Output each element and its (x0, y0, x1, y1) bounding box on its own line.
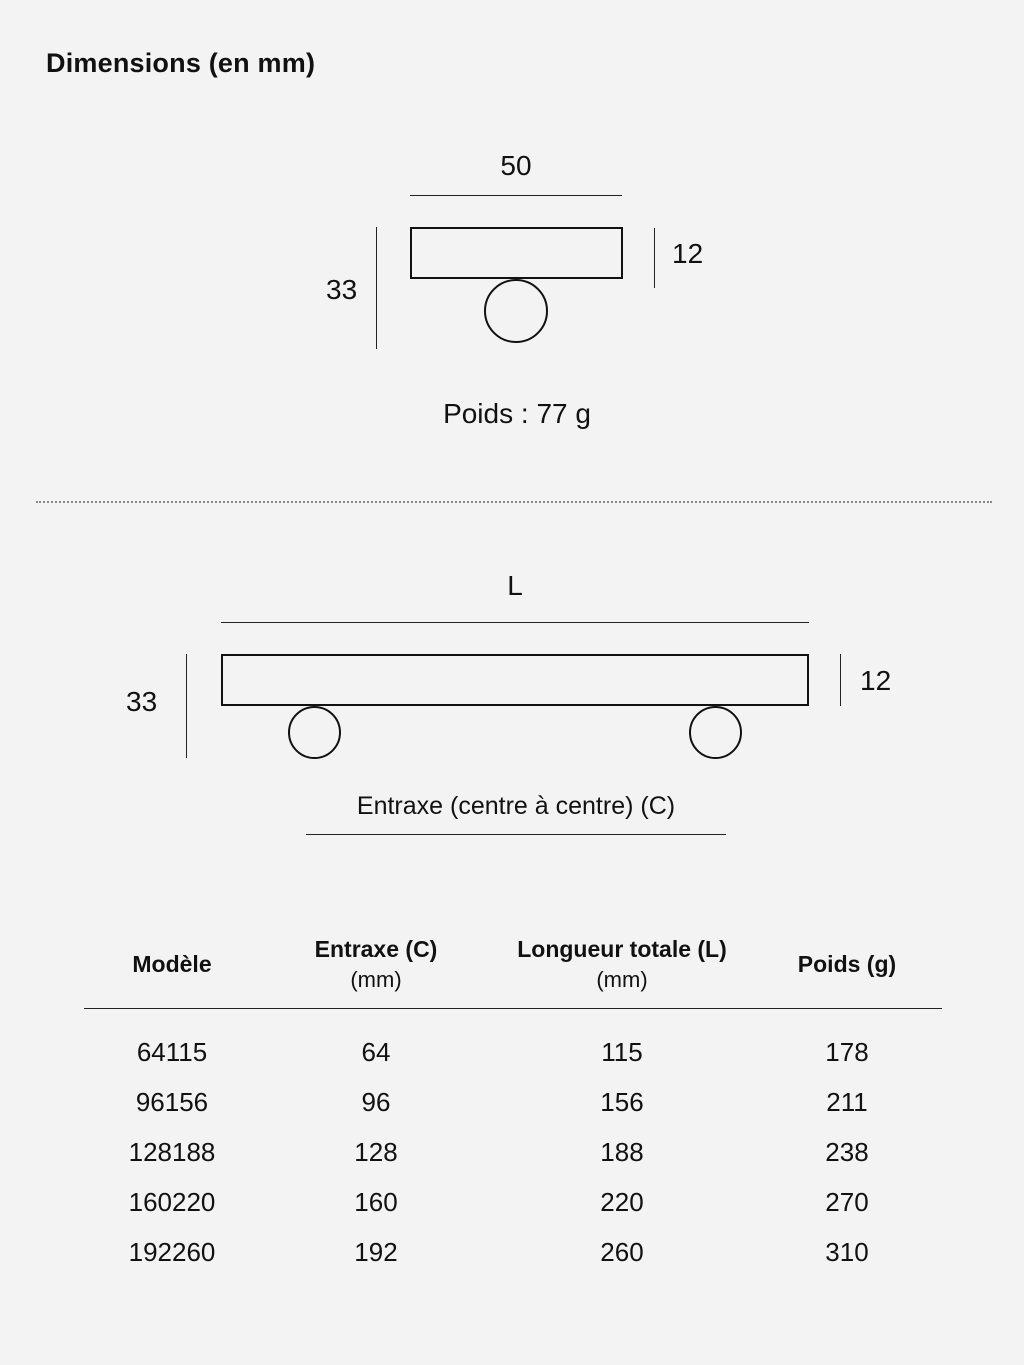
table-row (84, 1077, 942, 1127)
cell-model: 64115 (136, 1036, 208, 1067)
page-title: Dimensions (en mm) (46, 48, 316, 78)
bottom-height-dimension-line (840, 654, 841, 706)
top-width-label: 50 (500, 150, 532, 181)
cell-spacing: 192 (354, 1236, 398, 1267)
bottom-bar-shape (221, 654, 809, 706)
column-header-title: Longueur totale (L) (517, 935, 727, 962)
models-table (84, 920, 942, 1277)
bottom-total-height-dimension-line (186, 654, 187, 758)
table-header-row (84, 920, 942, 1009)
cell-total-length: 260 (600, 1236, 644, 1267)
column-header-unit: (mm) (596, 966, 648, 992)
column-header-title: Modèle (132, 950, 212, 977)
column-header-model (84, 920, 260, 1009)
top-weight-label: Poids : 77 g (443, 398, 591, 429)
cell-weight: 238 (825, 1136, 869, 1167)
top-bar-shape (410, 227, 623, 279)
bottom-left-post-shape (288, 706, 341, 759)
cell-model: 160220 (128, 1186, 216, 1217)
cell-model: 192260 (128, 1236, 216, 1267)
cell-spacing: 64 (361, 1036, 391, 1067)
bottom-height-label: 12 (860, 665, 892, 696)
table-row (84, 1227, 942, 1277)
bottom-spacing-dimension-line (306, 834, 726, 835)
cell-weight: 178 (825, 1036, 869, 1067)
top-total-height-dimension-line (376, 227, 377, 349)
bottom-spacing-label: Entraxe (centre à centre) (C) (356, 792, 676, 820)
cell-weight: 310 (825, 1236, 869, 1267)
column-header-unit: (mm) (350, 966, 402, 992)
bottom-right-post-shape (689, 706, 742, 759)
top-post-shape (484, 279, 548, 343)
top-total-height-label: 33 (326, 274, 358, 305)
table-row (84, 1127, 942, 1177)
cell-model: 96156 (135, 1086, 209, 1117)
cell-spacing: 128 (354, 1136, 398, 1167)
top-height-dimension-line (654, 228, 655, 288)
column-header-total-length (492, 920, 752, 1009)
column-header-spacing (260, 920, 492, 1009)
cell-total-length: 115 (601, 1036, 643, 1067)
cell-spacing: 160 (354, 1186, 398, 1217)
cell-weight: 270 (825, 1186, 869, 1217)
column-header-title: Entraxe (C) (314, 935, 438, 962)
column-header-title: Poids (g) (797, 950, 897, 977)
cell-total-length: 220 (600, 1186, 644, 1217)
cell-spacing: 96 (361, 1086, 391, 1117)
bottom-total-height-label: 33 (126, 686, 158, 717)
column-header-weight (752, 920, 942, 1009)
cell-total-length: 156 (600, 1086, 644, 1117)
table-row (84, 1009, 942, 1078)
bottom-length-dimension-line (221, 622, 809, 623)
bottom-length-label: L (507, 570, 523, 601)
cell-model: 128188 (128, 1136, 216, 1167)
section-divider (36, 501, 992, 503)
table-row (84, 1177, 942, 1227)
top-width-dimension-line (410, 195, 622, 196)
cell-total-length: 188 (600, 1136, 644, 1167)
top-height-label: 12 (672, 238, 704, 269)
cell-weight: 211 (826, 1086, 868, 1117)
